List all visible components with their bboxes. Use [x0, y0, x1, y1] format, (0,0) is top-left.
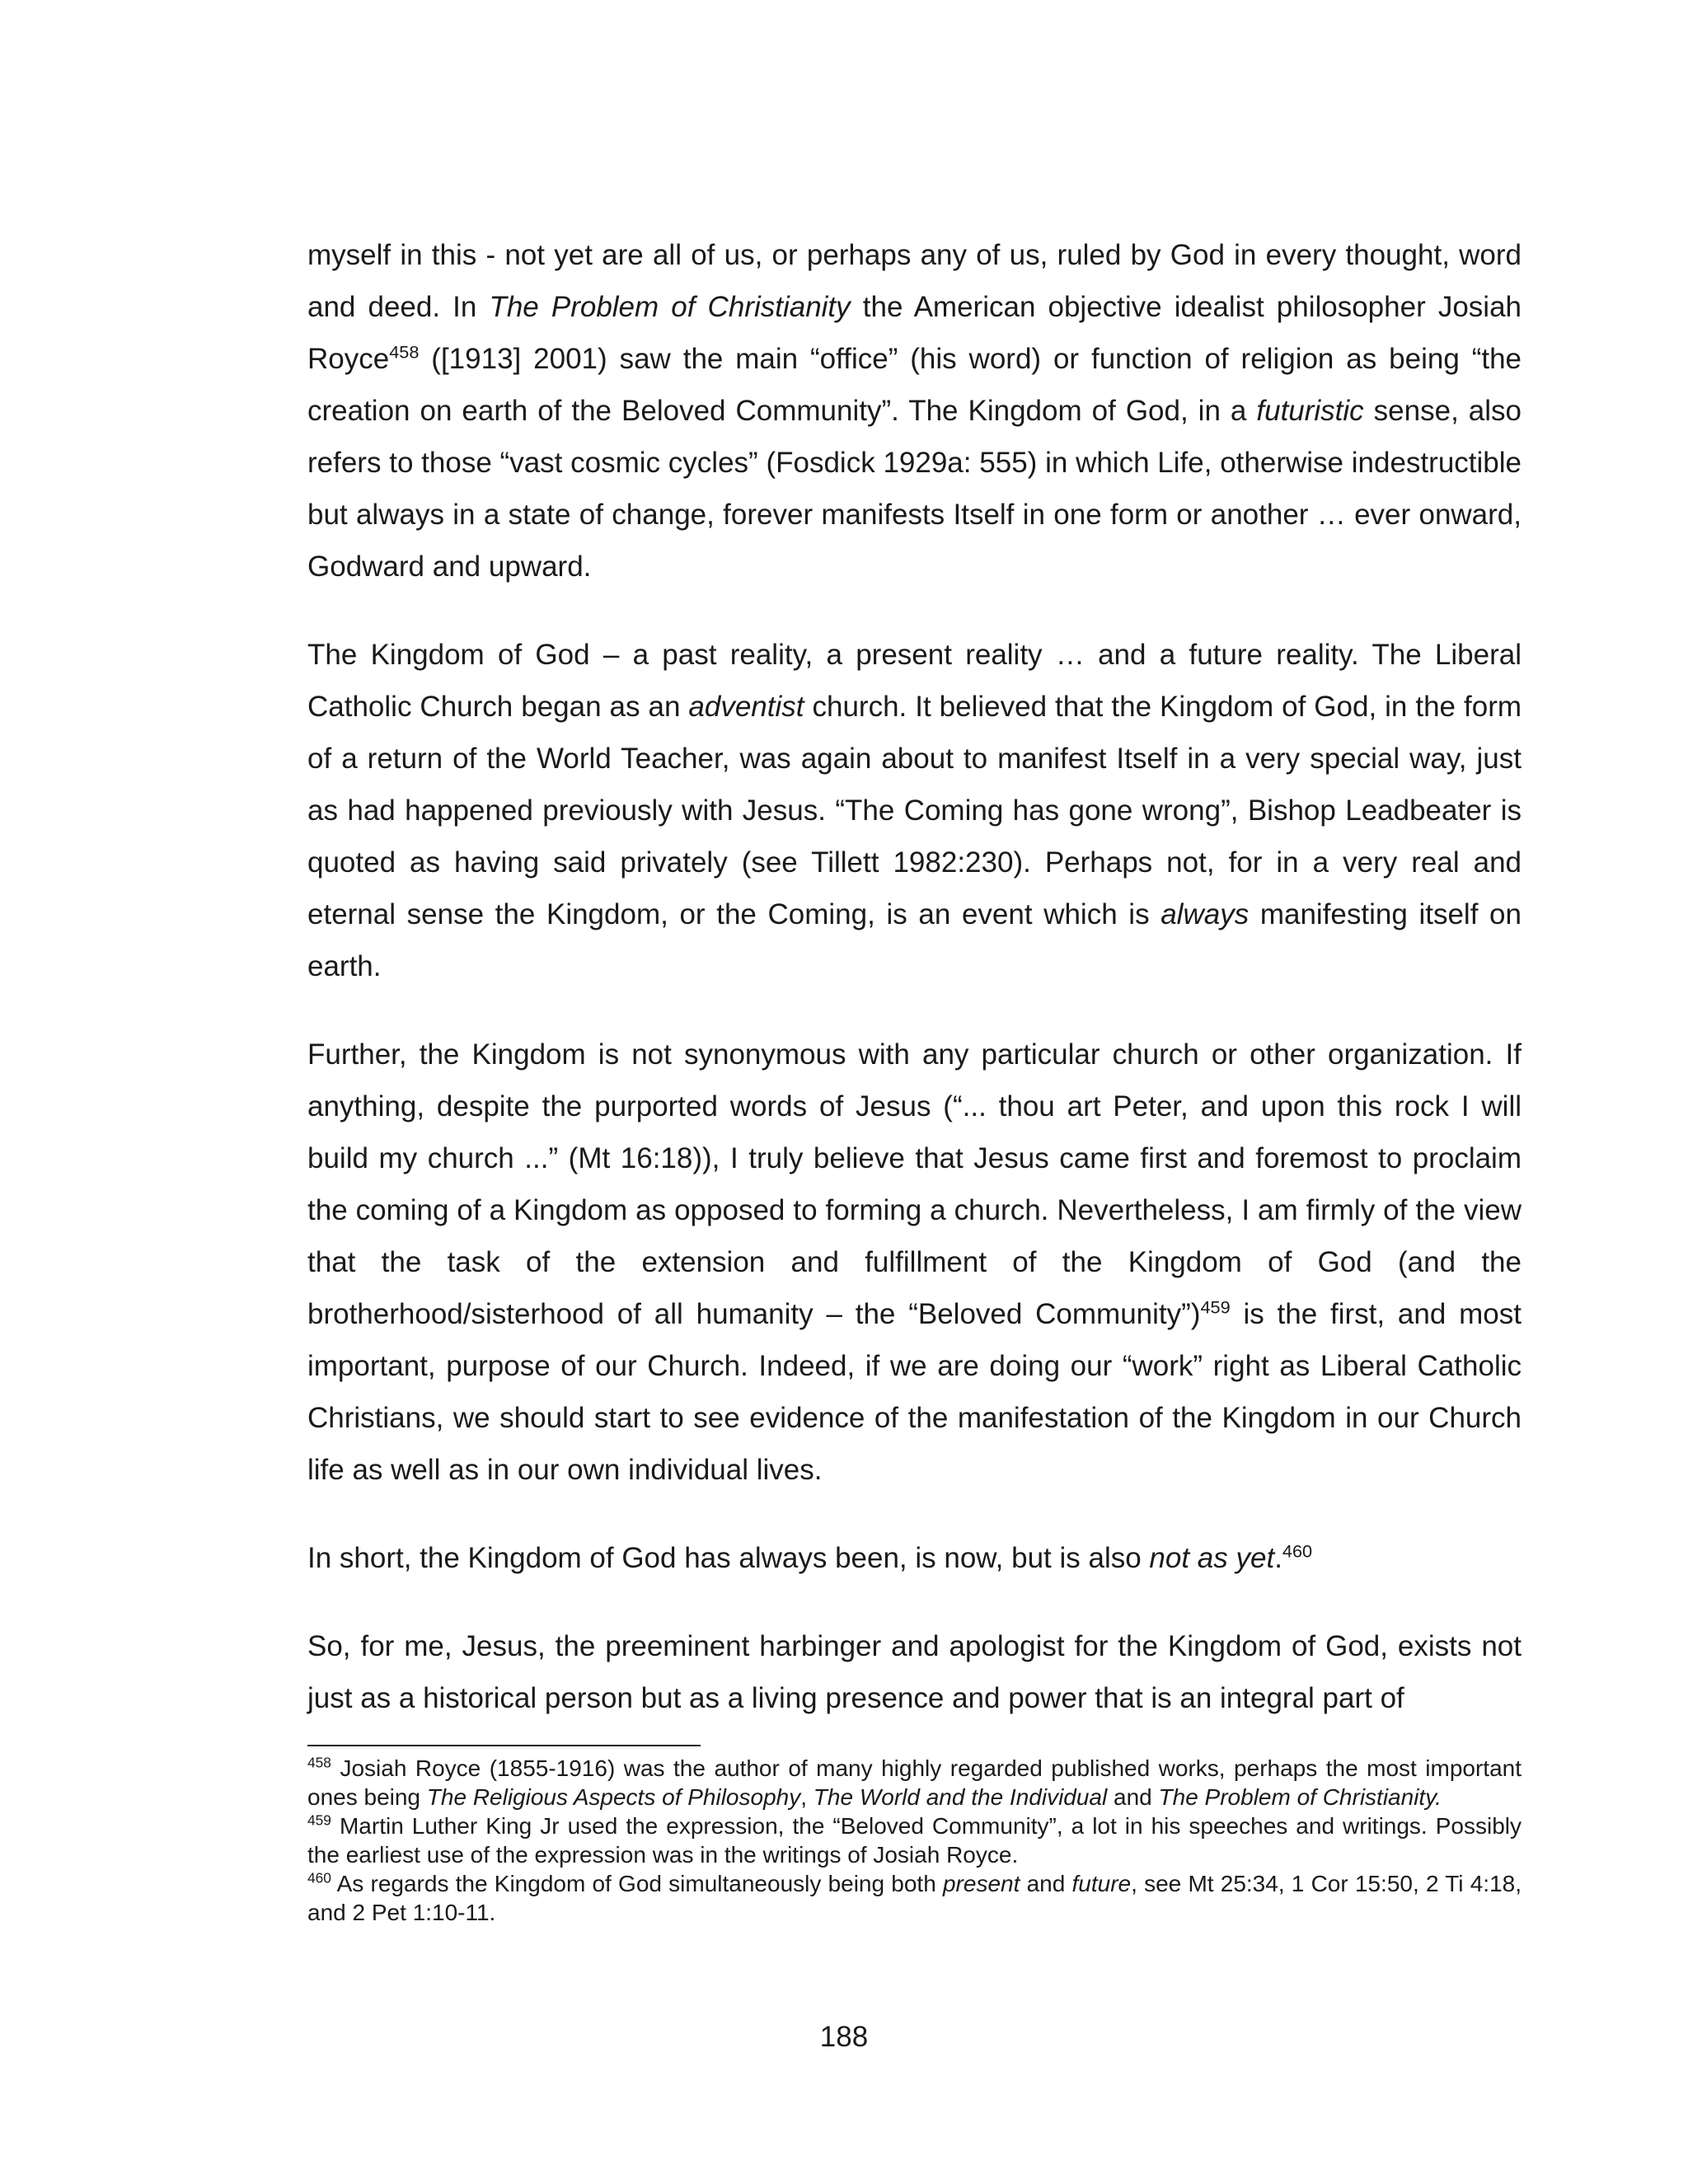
italic-text: adventist	[688, 691, 804, 723]
text-run: and	[1020, 1871, 1072, 1896]
text-run: Josiah Royce (1855-1916) was the author of many highly regarded published works, perhaps the most important ones being	[307, 1755, 1522, 1810]
text-run: So, for me, Jesus, the preeminent harbinger and apologist for the Kingdom of God, exists not just as a historical person but as a living presence and power that is an integral part of	[307, 1630, 1522, 1714]
text-run: the American objective idealist philosopher Josiah Royce	[307, 291, 1522, 375]
text-run: In short, the Kingdom of God has always been, is now, but is also	[307, 1542, 1150, 1574]
text-run: ,	[800, 1784, 814, 1810]
footnote	[307, 1869, 1522, 1927]
footnote-separator	[307, 1745, 701, 1746]
footnote-reference: 460	[307, 1869, 331, 1886]
text-run: .	[1274, 1542, 1282, 1574]
text-run: ([1913] 2001) saw the main “office” (his word) or function of religion as being “the creation on earth of the Beloved Community”. The Kingdom of God, in a	[307, 343, 1522, 427]
footnote-reference: 460	[1282, 1540, 1313, 1562]
italic-text: present	[942, 1871, 1020, 1896]
footnote-reference: 459	[307, 1811, 331, 1829]
paragraph	[307, 1532, 1522, 1584]
text-run: , see Mt 25:34, 1 Cor 15:50, 2 Ti 4:18, and 2 Pet 1:10-11.	[307, 1871, 1522, 1925]
italic-text: always	[1160, 898, 1250, 930]
italic-text: not as yet	[1149, 1542, 1275, 1574]
italic-text: The Problem of Christianity	[489, 291, 851, 323]
italic-text: The Problem of Christianity.	[1158, 1784, 1442, 1810]
text-run: As regards the Kingdom of God simultaneously being both	[331, 1871, 943, 1896]
footnote	[307, 1811, 1522, 1869]
text-run: and	[1107, 1784, 1159, 1810]
text-run: is the first, and most important, purpose of our Church. Indeed, if we are doing our “work” right as Liberal Catholic Christians, we should start to see evidence of the manifestation of the Kingdom in our Church life as well as in our own individual lives.	[307, 1298, 1522, 1486]
footnote-reference: 459	[1200, 1296, 1231, 1318]
text-run: church. It believed that the Kingdom of God, in the form of a return of the World Teacher, was again about to manifest Itself in a very special way, just as had happened previously with Jesus. “The Coming has gone wrong”, Bishop Leadbeater is quoted as having said privately (see Tillett 1982:230). Perhaps not, for in a very real and eternal sense the Kingdom, or the Coming, is an event which is	[307, 691, 1522, 930]
text-run: Further, the Kingdom is not synonymous with any particular church or other organization. If anything, despite the purported words of Jesus (“... thou art Peter, and upon this rock I will build my church ...” (Mt 16:18)), I truly believe that Jesus came first and foremost to proclaim the coming of a Kingdom as opposed to forming a church. Nevertheless, I am firmly of the view that the task of the extension and fulfillment of the Kingdom of God (and the brotherhood/sisterhood of all humanity – the “Beloved Community”)	[307, 1038, 1522, 1330]
italic-text: future	[1071, 1871, 1132, 1896]
italic-text: The Religious Aspects of Philosophy	[426, 1784, 801, 1810]
paragraph	[307, 629, 1522, 992]
text-run: Martin Luther King Jr used the expression, the “Beloved Community”, a lot in his speeches and writings. Possibly the earliest use of the expression was in the writings of Josiah Royce.	[307, 1813, 1522, 1868]
paragraph	[307, 1029, 1522, 1496]
text-run: myself in this - not yet are all of us, or perhaps any of us, ruled by God in every thought, word and deed. In	[307, 239, 1522, 323]
body-text	[307, 229, 1522, 1760]
footnotes	[307, 1754, 1522, 1927]
text-run: The Kingdom of God – a past reality, a present reality … and a future reality. The Liberal Catholic Church began as an	[307, 639, 1522, 723]
page-number: 188	[819, 2021, 869, 2053]
text-run: manifesting itself on earth.	[307, 898, 1522, 982]
paragraph	[307, 1620, 1522, 1724]
italic-text: The World and the Individual	[813, 1784, 1108, 1810]
paragraph	[307, 229, 1522, 593]
footnote-reference: 458	[307, 1754, 331, 1771]
footnote	[307, 1754, 1522, 1811]
italic-text: futuristic	[1256, 395, 1364, 427]
footnote-reference: 458	[389, 341, 420, 363]
text-run: sense, also refers to those “vast cosmic cycles” (Fosdick 1929a: 555) in which Life, otherwise indestructible but always in a state of change, forever manifests Itself in one form or another … ever onward, Godward and upward.	[307, 395, 1522, 583]
